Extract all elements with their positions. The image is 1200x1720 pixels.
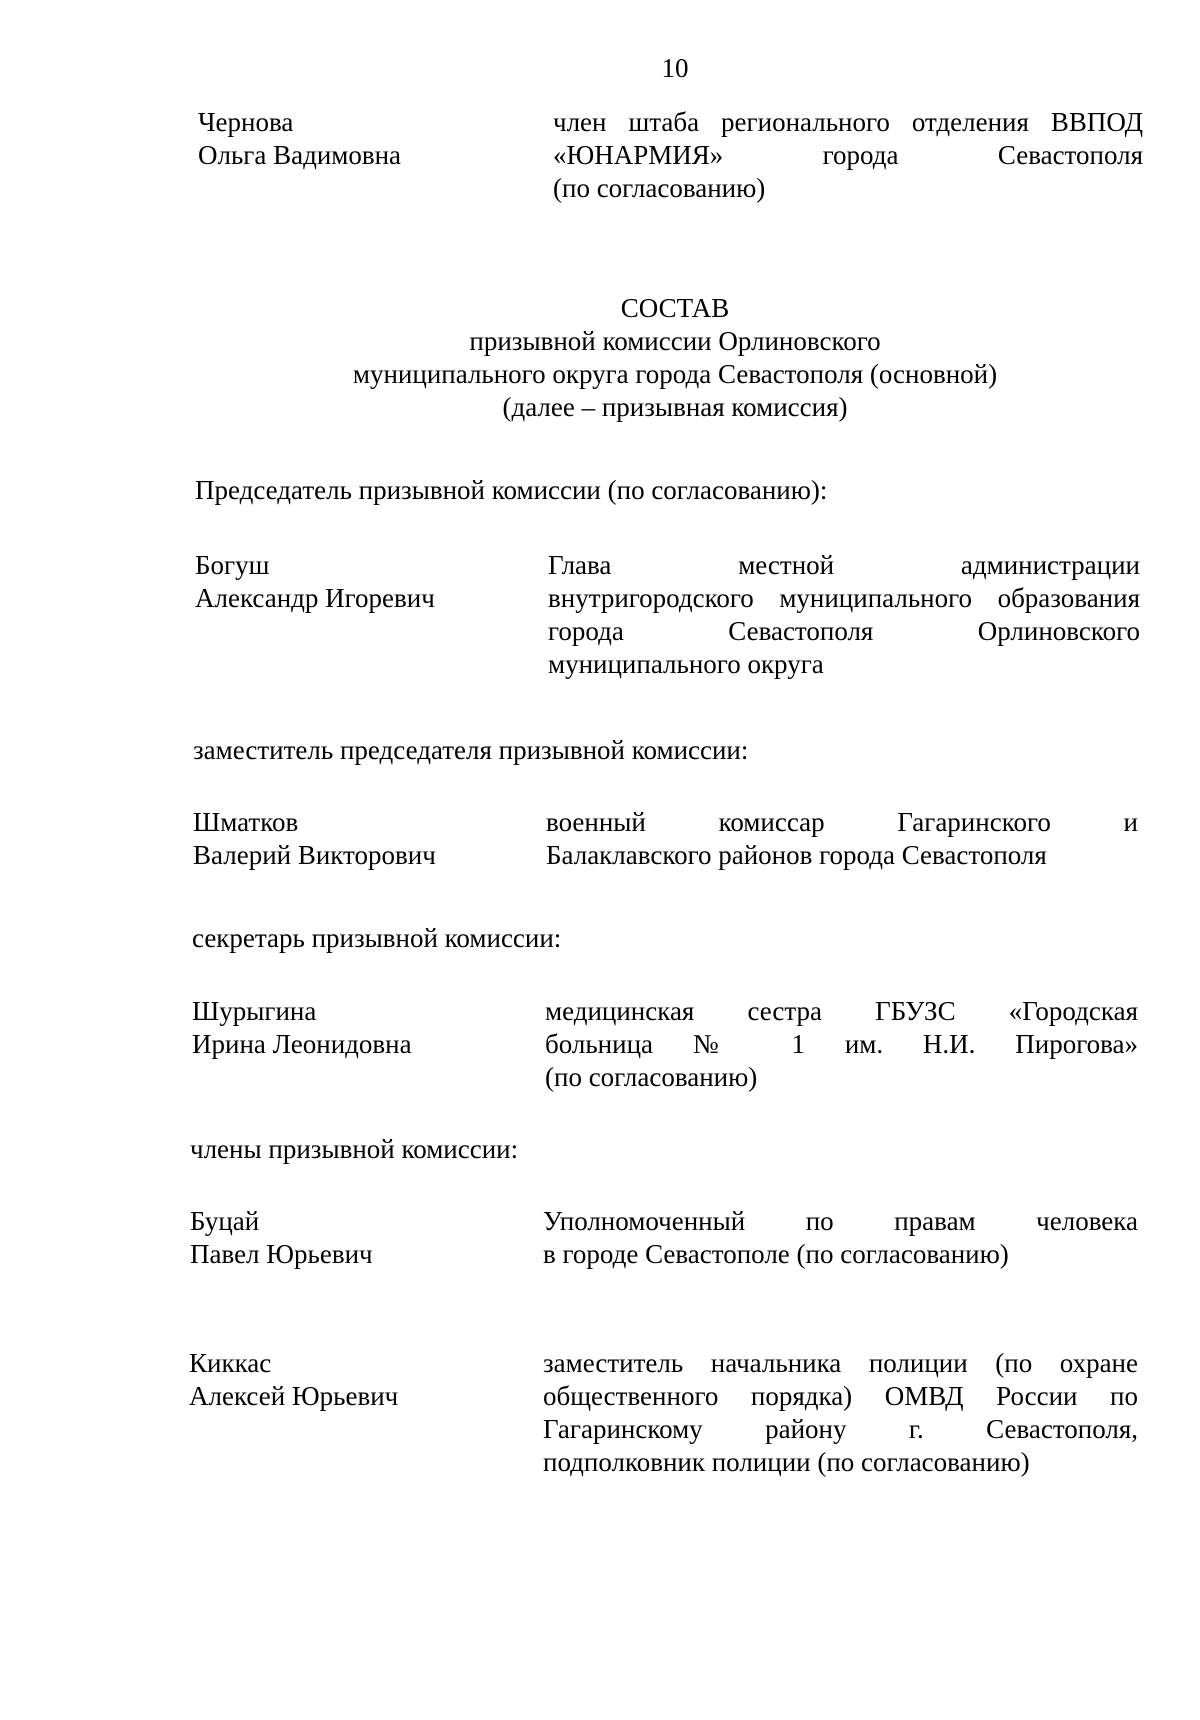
position-line: подполковник полиции (по согласованию) [543, 1447, 1030, 1477]
position-line: Гагаринскому району г. Севастополя, [543, 1414, 1138, 1444]
position-line: (по согласованию) [553, 173, 766, 203]
member-position [543, 1347, 1138, 1479]
member-name [190, 1205, 520, 1271]
member-position [545, 995, 1138, 1094]
heading-line: призывной комиссии Орлиновского [469, 326, 881, 356]
position-line: города Севастополя Орлиновского [548, 616, 1140, 646]
member-surname: Богуш [195, 550, 270, 580]
member-given-names: Алексей Юрьевич [189, 1381, 399, 1411]
member-position [553, 106, 1143, 205]
member-name [192, 995, 522, 1061]
heading-line: (далее – призывная комиссия) [502, 392, 848, 422]
position-line: в городе Севастополе (по согласованию) [543, 1239, 1009, 1269]
member-given-names: Валерий Викторович [193, 840, 436, 870]
role-label-members: члены призывной комиссии: [190, 1134, 519, 1164]
member-name [198, 106, 528, 172]
member-given-names: Ольга Вадимовна [198, 140, 402, 170]
member-given-names: Ирина Леонидовна [192, 1029, 412, 1059]
member-name [195, 549, 525, 615]
position-line: больница № 1 им. Н.И. Пирогова» [545, 1029, 1138, 1059]
role-label-chairman: Председатель призывной комиссии (по согласованию): [195, 475, 828, 505]
member-position [546, 806, 1138, 872]
member-surname: Буцай [190, 1206, 260, 1236]
member-given-names: Александр Игоревич [195, 583, 435, 613]
position-line: Уполномоченный по правам человека [543, 1206, 1138, 1236]
position-line: «ЮНАРМИЯ» города Севастополя [553, 140, 1143, 170]
member-name [189, 1347, 519, 1413]
member-surname: Шурыгина [192, 996, 317, 1026]
position-line: общественного порядка) ОМВД России по [543, 1381, 1138, 1411]
page-number: 10 [661, 53, 689, 83]
position-line: заместитель начальника полиции (по охране [543, 1348, 1138, 1378]
position-line: военный комиссар Гагаринского и [546, 807, 1138, 837]
heading-title: СОСТАВ [620, 293, 730, 323]
position-line: муниципального округа [548, 649, 824, 679]
role-label-deputy: заместитель председателя призывной комиссии: [193, 735, 749, 765]
position-line: (по согласованию) [545, 1062, 758, 1092]
position-line: Глава местной администрации [548, 550, 1140, 580]
heading-line: муниципального округа города Севастополя (основной) [352, 359, 998, 389]
member-name [193, 806, 523, 872]
member-position [548, 549, 1140, 681]
position-line: медицинская сестра ГБУЗС «Городская [545, 996, 1138, 1026]
member-surname: Чернова [198, 107, 294, 137]
member-surname: Киккас [189, 1348, 272, 1378]
member-surname: Шматков [193, 807, 299, 837]
member-given-names: Павел Юрьевич [190, 1239, 373, 1269]
position-line: Балаклавского районов города Севастополя [546, 840, 1047, 870]
position-line: внутригородского муниципального образования [548, 583, 1140, 613]
member-position [543, 1205, 1138, 1271]
document-heading [0, 292, 1200, 424]
role-label-secretary: секретарь призывной комиссии: [192, 923, 562, 953]
position-line: член штаба регионального отделения ВВПОД [553, 107, 1143, 137]
